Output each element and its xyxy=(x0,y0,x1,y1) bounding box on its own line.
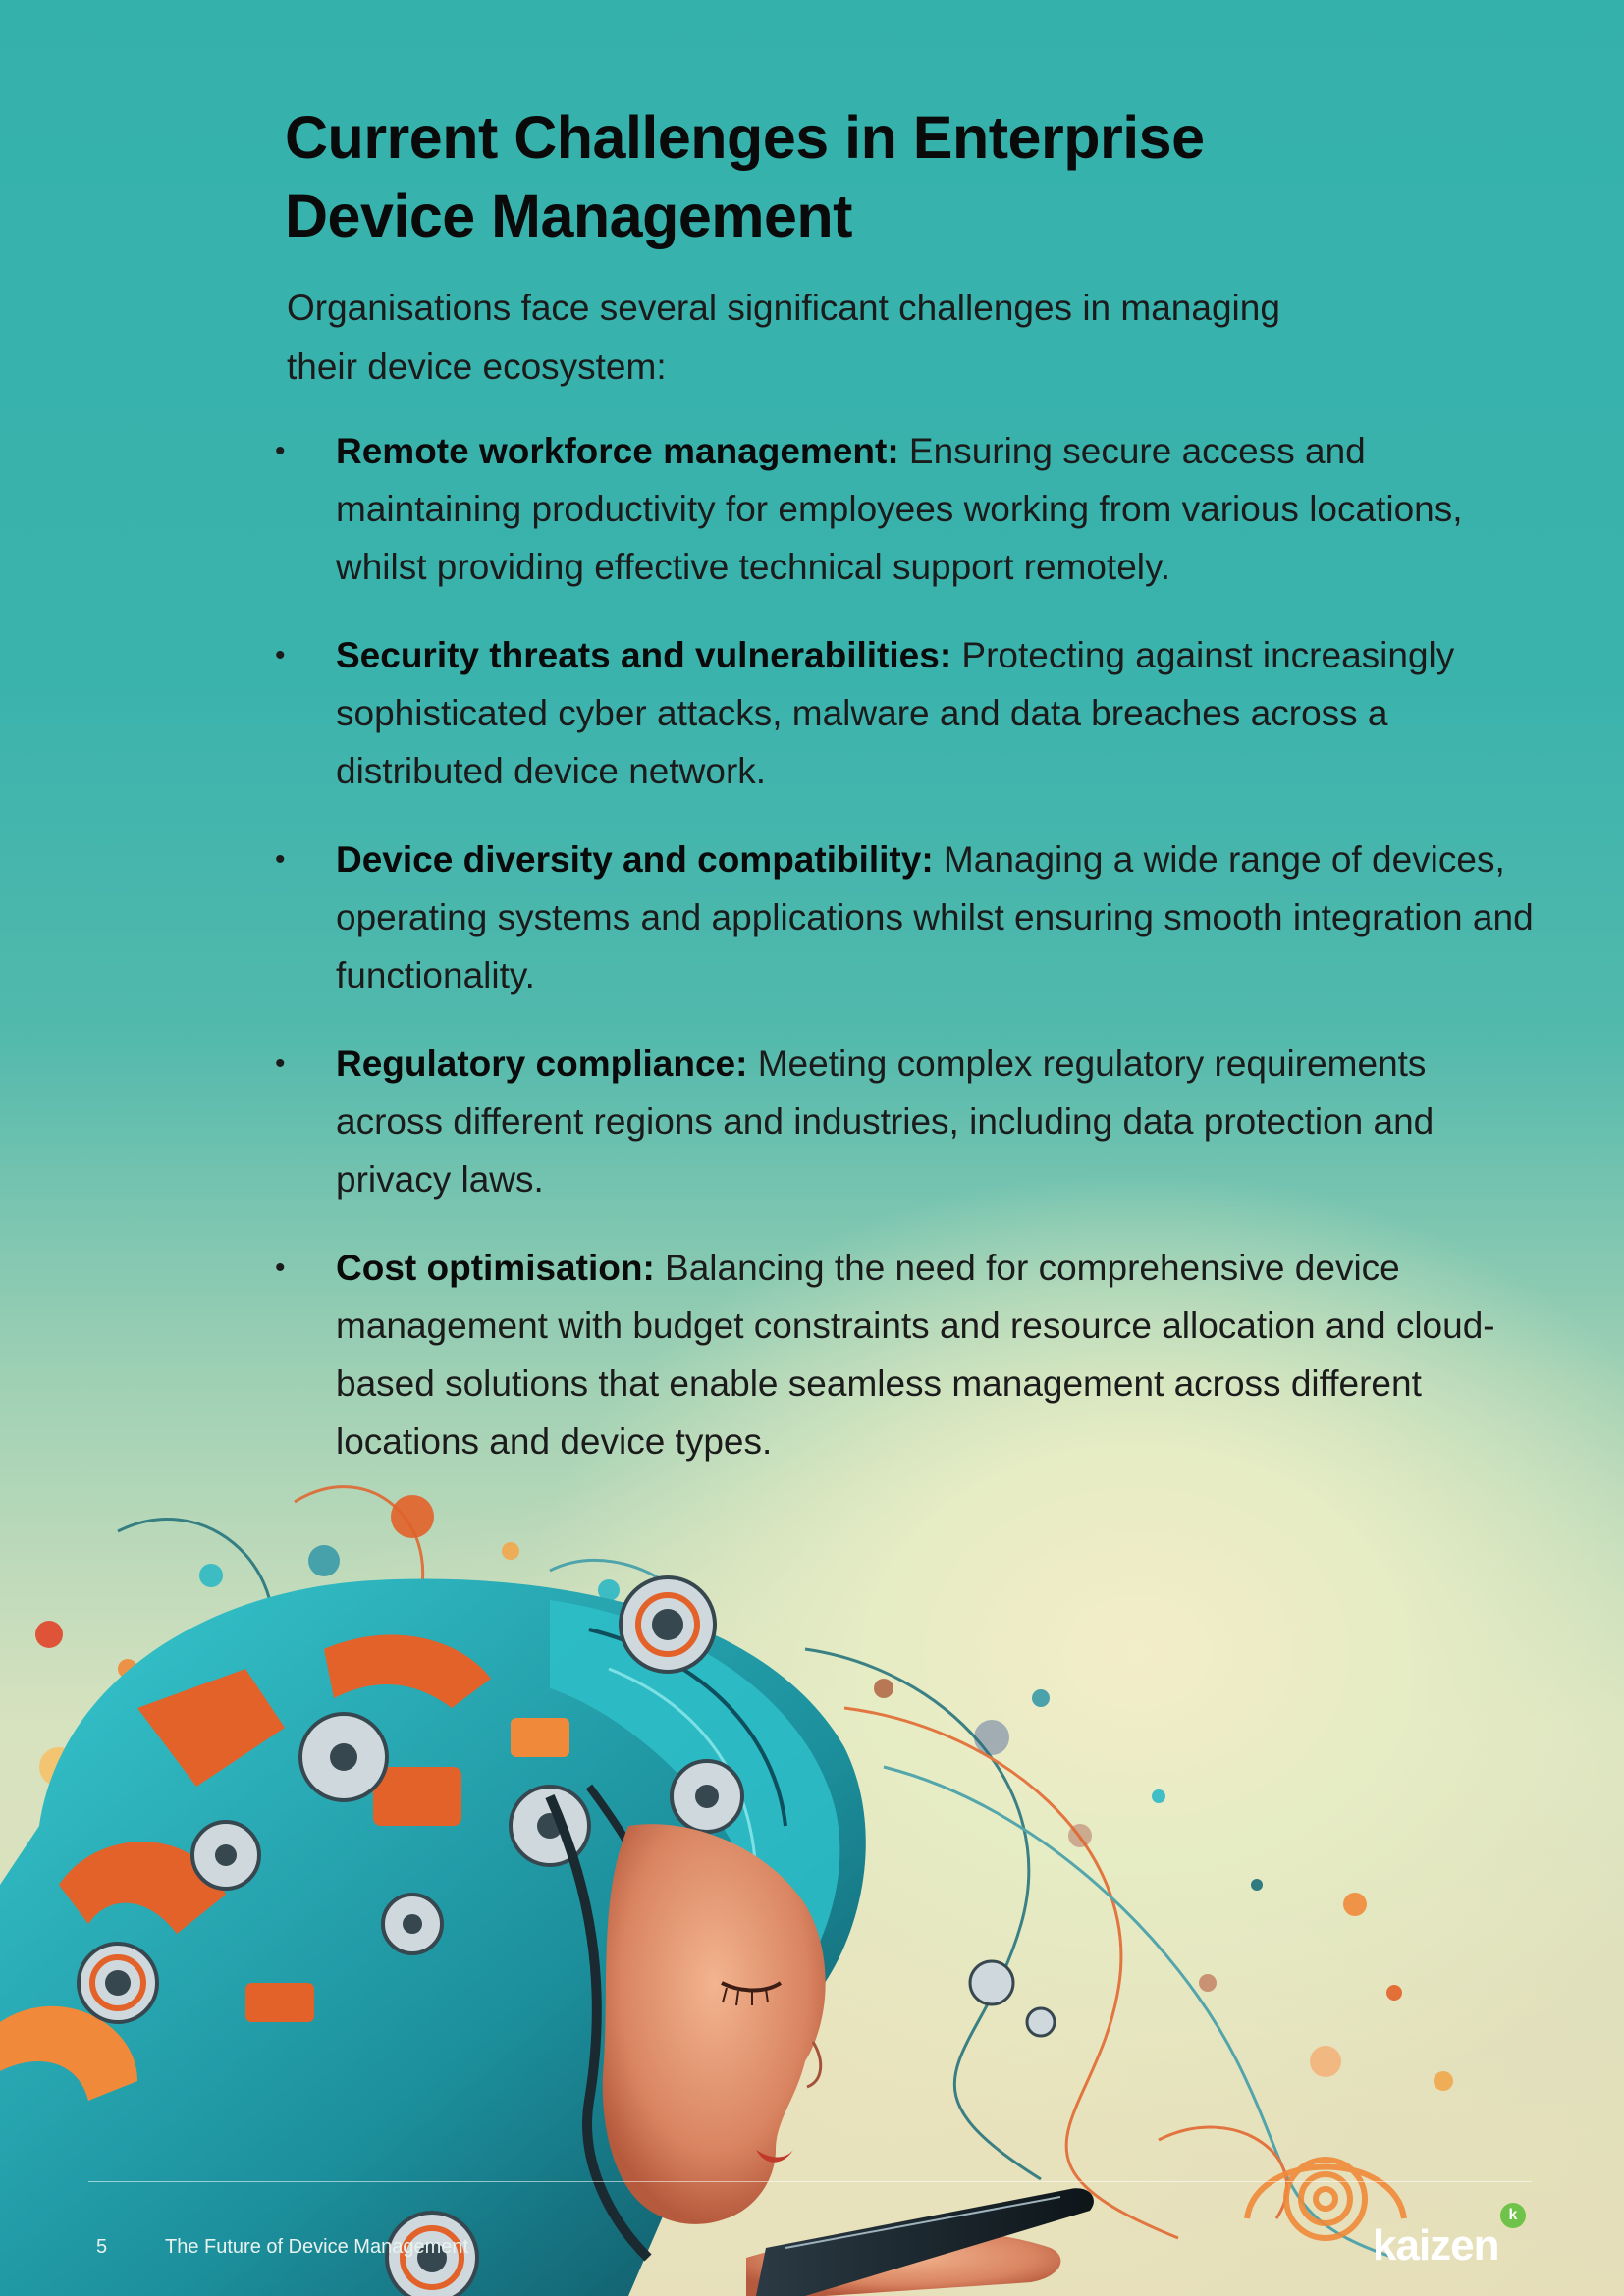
challenge-term: Cost optimisation: xyxy=(336,1248,655,1288)
bullet-icon: • xyxy=(275,1252,286,1284)
main-content xyxy=(275,98,1534,1501)
challenge-text: Balancing the need for comprehensive device management with budget constraints and resource allocation and cloud-based solutions that enable seamless management across different locations and device types. xyxy=(336,1248,1495,1462)
brand-mark-icon: k xyxy=(1500,2203,1526,2228)
illustration-woman-gears xyxy=(0,1472,1624,2296)
challenge-term: Device diversity and compatibility: xyxy=(336,839,934,880)
list-item xyxy=(275,626,1534,800)
bullet-icon: • xyxy=(275,639,286,671)
challenge-text: Ensuring secure access and maintaining productivity for employees working from various locations, whilst providing effective technical support remotely. xyxy=(336,431,1463,587)
list-item xyxy=(275,1035,1534,1208)
challenge-term: Security threats and vulnerabilities: xyxy=(336,635,952,675)
list-item xyxy=(275,1239,1534,1470)
list-item xyxy=(275,422,1534,596)
footer-document-title: The Future of Device Management xyxy=(165,2236,469,2258)
challenges-list xyxy=(275,422,1534,1470)
gear-cluster-right xyxy=(970,1961,1055,2036)
brand-wordmark: kaizen xyxy=(1373,2221,1499,2269)
intro-paragraph: Organisations face several significant challenges in managing their device ecosystem: xyxy=(287,288,1280,387)
challenge-text: Managing a wide range of devices, operating systems and applications whilst ensuring smooth integration and functionality. xyxy=(336,839,1534,995)
bullet-icon: • xyxy=(275,435,286,467)
kaizen-logo xyxy=(1373,2207,1518,2275)
challenge-term: Remote workforce management: xyxy=(336,431,899,471)
page-title: Current Challenges in Enterprise Device Management xyxy=(285,104,1205,249)
footer-divider xyxy=(88,2181,1532,2182)
challenge-text: Protecting against increasingly sophisticated cyber attacks, malware and data breaches across a distributed device network. xyxy=(336,635,1455,791)
challenge-text: Meeting complex regulatory requirements across different regions and industries, including data protection and privacy laws. xyxy=(336,1043,1435,1200)
page-number: 5 xyxy=(96,2236,108,2258)
bullet-icon: • xyxy=(275,843,286,876)
list-item xyxy=(275,830,1534,1004)
bullet-icon: • xyxy=(275,1047,286,1080)
hand-phone xyxy=(746,2188,1094,2296)
challenge-term: Regulatory compliance: xyxy=(336,1043,748,1084)
